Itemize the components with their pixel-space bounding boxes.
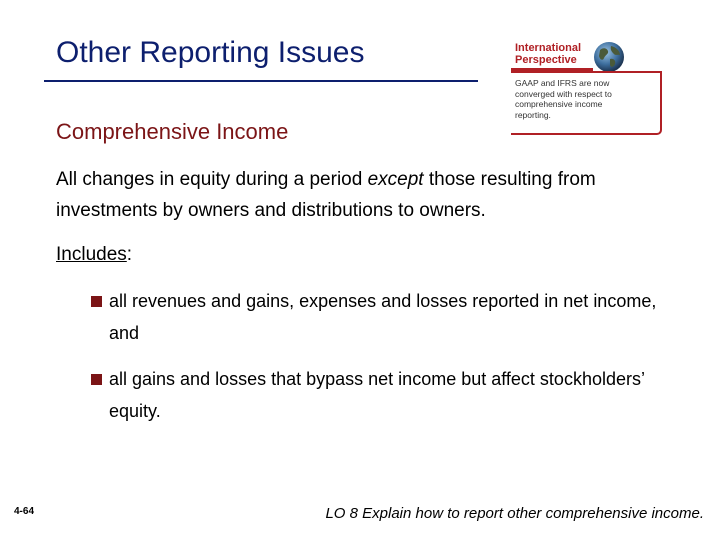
- definition-emphasis: except: [367, 169, 424, 190]
- ip-content-frame: [511, 71, 662, 135]
- slide-title: Other Reporting Issues: [56, 36, 365, 69]
- title-underline: [44, 80, 478, 82]
- ip-header-line1: International: [515, 42, 582, 54]
- definition-before: All changes in equity during a period: [56, 169, 368, 190]
- ip-header-line2: Perspective: [515, 54, 577, 66]
- square-bullet-icon: [91, 374, 102, 385]
- international-perspective-box: [511, 40, 661, 134]
- definition-text: [56, 164, 656, 226]
- ip-text: GAAP and IFRS are now converged with respect to comprehensive income reporting.: [515, 78, 612, 120]
- international-perspective-header: [515, 42, 581, 66]
- includes-heading: [56, 244, 132, 266]
- section-title: Comprehensive Income: [56, 119, 289, 144]
- slide-number: 4-64: [14, 506, 35, 517]
- includes-colon: :: [126, 244, 133, 265]
- bullet-text: all gains and losses that bypass net income but affect stockholders’ equity.: [109, 369, 645, 421]
- square-bullet-icon: [91, 296, 102, 307]
- bullet-text: all revenues and gains, expenses and losses reported in net income, and: [109, 291, 657, 343]
- includes-label: Includes: [56, 244, 127, 265]
- learning-objective: LO 8 Explain how to report other comprehensive income.: [325, 505, 704, 522]
- definition-after: those resulting from investments by owners and distributions to owners.: [56, 169, 596, 221]
- globe-icon: [592, 40, 626, 74]
